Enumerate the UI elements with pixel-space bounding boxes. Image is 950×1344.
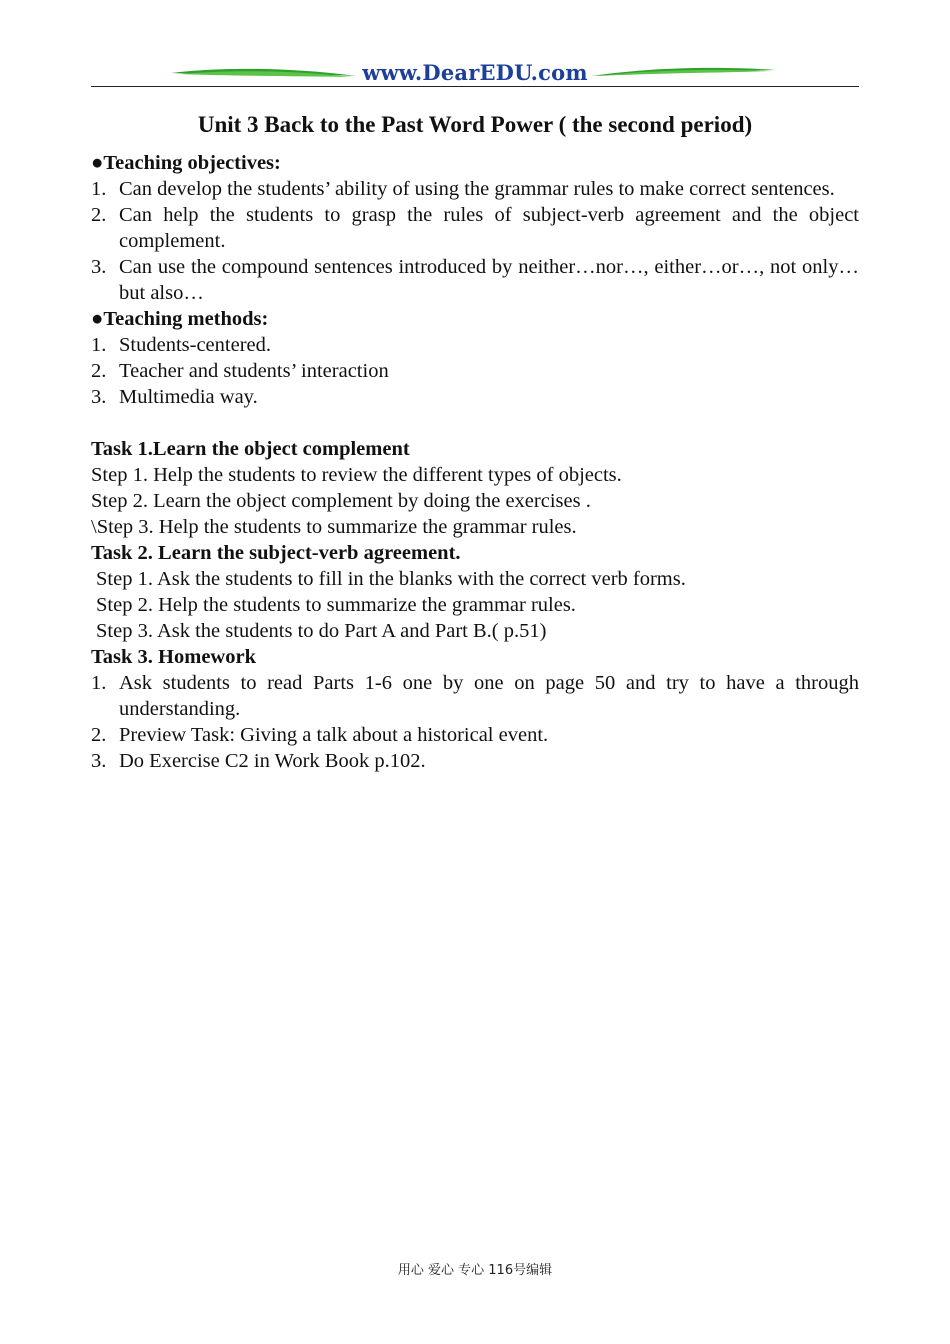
right-swoosh-icon	[591, 64, 776, 84]
list-item: 2. Preview Task: Giving a talk about a historical event.	[91, 724, 549, 746]
list-item: 3. Can use the compound sentences introduced by neither…nor…, either…or…, not only…but also…	[91, 256, 859, 304]
list-item: 3. Multimedia way.	[91, 386, 258, 408]
list-item-text: Can help the students to grasp the rules of subject-verb agreement and the object complement.	[119, 204, 859, 252]
list-item-text: Can develop the students’ ability of using the grammar rules to make correct sentences.	[119, 178, 835, 200]
list-item-text: Multimedia way.	[119, 386, 258, 408]
list-item: 1. Ask students to read Parts 1-6 one by one on page 50 and try to have a through understanding.	[91, 672, 859, 720]
page-title: Unit 3 Back to the Past Word Power ( the second period)	[197, 112, 753, 137]
list-item: 1. Students-centered.	[91, 334, 271, 356]
task1-heading: Task 1.Learn the object complement	[91, 438, 410, 460]
task2-step: Step 3. Ask the students to do Part A and Part B.( p.51)	[96, 620, 547, 642]
methods-heading: ●Teaching methods:	[91, 308, 269, 330]
page-header	[91, 60, 859, 90]
list-item: 2. Teacher and students’ interaction	[91, 360, 389, 382]
task1-step: Step 2. Learn the object complement by doing the exercises .	[91, 490, 591, 512]
list-item-text: Preview Task: Giving a talk about a historical event.	[119, 724, 549, 746]
list-item: 1. Can develop the students’ ability of using the grammar rules to make correct sentences.	[91, 178, 835, 200]
task2-step: Step 2. Help the students to summarize the grammar rules.	[96, 594, 576, 616]
task1-step: Step 1. Help the students to review the different types of objects.	[91, 464, 622, 486]
document-body	[91, 110, 859, 774]
list-item: 3. Do Exercise C2 in Work Book p.102.	[91, 750, 426, 772]
list-item-text: Teacher and students’ interaction	[119, 360, 389, 382]
task2-heading: Task 2. Learn the subject-verb agreement.	[91, 542, 461, 564]
list-item-text: Ask students to read Parts 1-6 one by one on page 50 and try to have a through understanding.	[119, 672, 859, 720]
header-rule	[91, 86, 859, 87]
page-footer: 用心 爱心 专心 116号编辑	[397, 1263, 553, 1278]
left-swoosh-icon	[171, 64, 356, 84]
list-item-text: Students-centered.	[119, 334, 271, 356]
spacer	[91, 410, 859, 436]
site-logo: www.DearEDU.com	[362, 60, 588, 85]
list-item: 2. Can help the students to grasp the rules of subject-verb agreement and the object complement.	[91, 204, 859, 252]
task1-step: \Step 3. Help the students to summarize the grammar rules.	[91, 516, 577, 538]
list-item-text: Can use the compound sentences introduced by neither…nor…, either…or…, not only…but also…	[119, 256, 859, 304]
task2-step: Step 1. Ask the students to fill in the blanks with the correct verb forms.	[96, 568, 686, 590]
list-item-text: Do Exercise C2 in Work Book p.102.	[119, 750, 426, 772]
task3-heading: Task 3. Homework	[91, 646, 256, 668]
homework-list	[91, 670, 859, 774]
objectives-heading: ●Teaching objectives:	[91, 152, 281, 174]
methods-list	[91, 332, 859, 410]
objectives-list	[91, 176, 859, 306]
